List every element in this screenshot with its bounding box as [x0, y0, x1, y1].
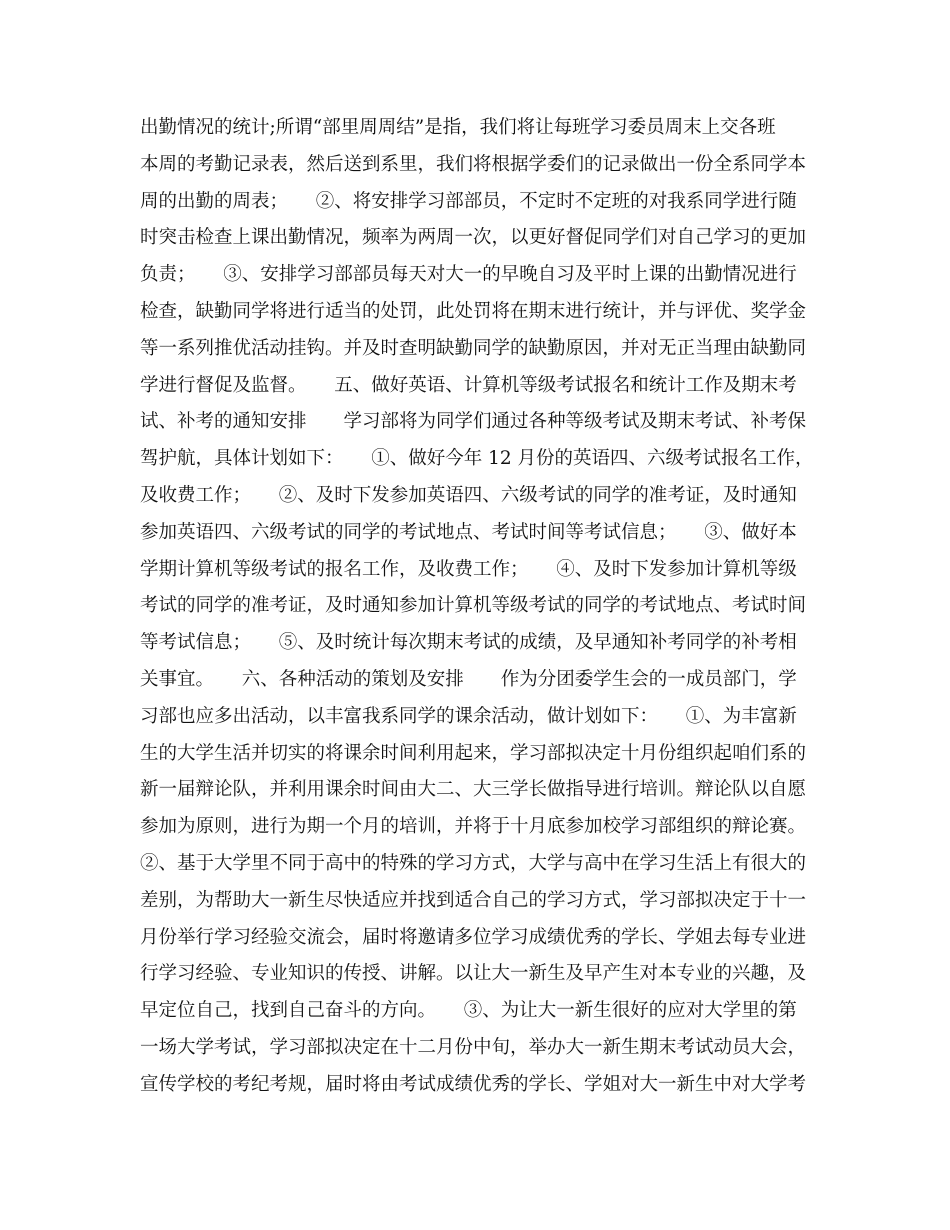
text-line: 考试的同学的准考证，及时通知参加计算机等级考试的同学的考试地点、考试时间	[140, 595, 807, 617]
text-line: 驾护航，具体计划如下： ①、做好今年 12 月份的英语四、六级考试报名工作，	[140, 448, 814, 470]
text-line: 学期计算机等级考试的报名工作，及收费工作； ④、及时下发参加计算机等级	[140, 558, 797, 580]
text-line: 检查，缺勤同学将进行适当的处罚，此处罚将在期末进行统计，并与评优、奖学金	[140, 300, 807, 322]
text-line: 学进行督促及监督。 五、做好英语、计算机等级考试报名和统计工作及期末考	[140, 374, 797, 396]
text-line: 等一系列推优活动挂钩。并及时查明缺勤同学的缺勤原因，并对无正当理由缺勤同	[140, 337, 807, 359]
text-line: 本周的考勤记录表，然后送到系里，我们将根据学委们的记录做出一份全系同学本	[140, 153, 807, 175]
text-line: 试、补考的通知安排 学习部将为同学们通过各种等级考试及期末考试、补考保	[140, 411, 807, 433]
text-line: 行学习经验、专业知识的传授、讲解。以让大一新生及早产生对本专业的兴趣，及	[140, 963, 807, 985]
text-line: 出勤情况的统计;所谓“部里周周结”是指，我们将让每班学习委员周末上交各班	[140, 117, 776, 138]
text-line: ②、基于大学里不同于高中的特殊的学习方式，大学与高中在学习生活上有很大的	[140, 852, 807, 874]
text-line: 关事宜。 六、各种活动的策划及安排 作为分团委学生会的一成员部门，学	[140, 668, 797, 690]
text-line: 早定位自己，找到自己奋斗的方向。 ③、为让大一新生很好的应对大学里的第	[140, 1000, 797, 1022]
text-line: 时突击检查上课出勤情况，频率为两周一次，以更好督促同学们对自己学习的更加	[140, 227, 807, 249]
text-line: 一场大学考试，学习部拟决定在十二月份中旬，举办大一新生期末考试动员大会，	[140, 1036, 807, 1058]
text-line: 负责； ③、安排学习部部员每天对大一的早晚自习及平时上课的出勤情况进行	[140, 264, 797, 286]
text-line: 周的出勤的周表； ②、将安排学习部部员，不定时不定班的对我系同学进行随	[140, 190, 797, 212]
text-line: 习部也应多出活动，以丰富我系同学的课余活动，做计划如下： ①、为丰富新	[140, 705, 797, 727]
text-line: 差别，为帮助大一新生尽快适应并找到适合自己的学习方式，学习部拟决定于十一	[140, 889, 807, 911]
text-line: 参加英语四、六级考试的同学的考试地点、考试时间等考试信息； ③、做好本	[140, 521, 797, 543]
text-line: 新一届辩论队，并利用课余时间由大二、大三学长做指导进行培训。辩论队以自愿	[140, 779, 807, 801]
text-line: 宣传学校的考纪考规，届时将由考试成绩优秀的学长、学姐对大一新生中对大学考	[140, 1073, 807, 1095]
text-line: 月份举行学习经验交流会，届时将邀请多位学习成绩优秀的学长、学姐去每专业进	[140, 926, 807, 948]
text-line: 及收费工作； ②、及时下发参加英语四、六级考试的同学的准考证，及时通知	[140, 484, 797, 506]
text-line: 等考试信息； ⑤、及时统计每次期末考试的成绩，及早通知补考同学的补考相	[140, 632, 797, 654]
body-text	[140, 110, 820, 1104]
text-line: 参加为原则，进行为期一个月的培训，并将于十月底参加校学习部组织的辩论赛。	[140, 816, 807, 838]
text-line: 生的大学生活并切实的将课余时间利用起来，学习部拟决定十月份组织起咱们系的	[140, 742, 807, 764]
